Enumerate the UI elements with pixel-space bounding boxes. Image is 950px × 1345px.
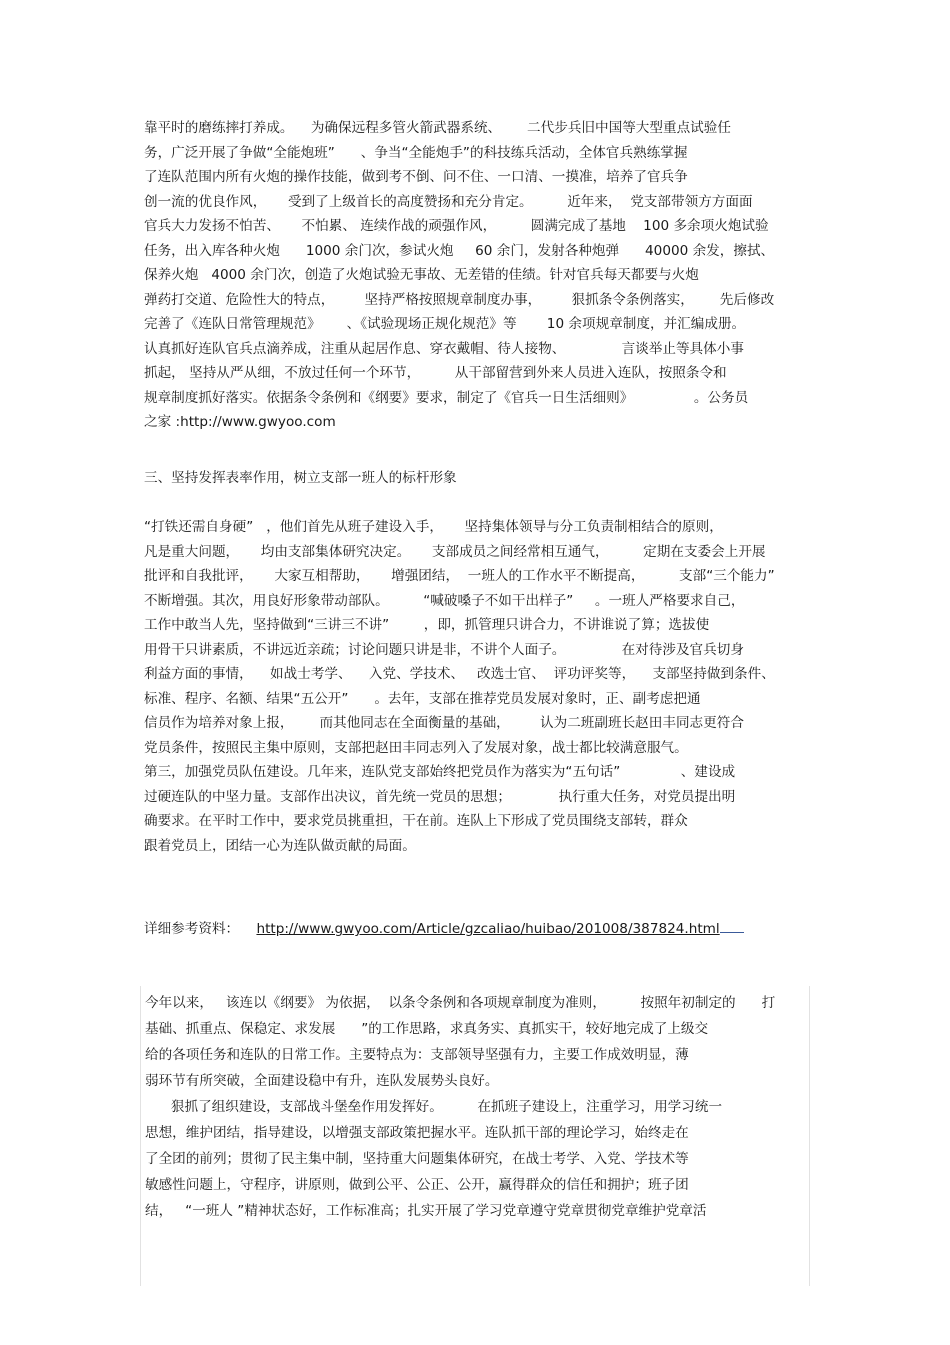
text-line: 思想，维护团结，指导建设，以增强支部政策把握水平。连队抓干部的理论学习，始终走在 [145,1125,689,1141]
boxed-excerpt [140,986,810,1286]
text-line: 批评和自我批评， 大家互相帮助， 增强团结， 一班人的工作水平不断提高， 支部“三个能力” [144,568,775,584]
link-underline [720,920,744,933]
text-line: 标准、程序、名额、结果“五公开” 。去年，支部在推荐党员发展对象时，正、副考虑把通 [144,690,701,707]
text-line: 弱环节有所突破，全面建设稳中有升，连队发展势头良好。 [145,1073,499,1089]
text-line: 基础、抓重点、保稳定、求发展 ”的工作思路，求真务实、真抓实干，较好地完成了上级交 [145,1021,709,1037]
paragraph-block-3 [145,990,809,1224]
text-line: 第三，加强党员队伍建设。几年来，连队党支部始终把党员作为落实为“五句话” 、建设成 [144,764,736,780]
text-line: 工作中敢当人先，坚持做到“三讲三不讲” ，即，抓管理只讲合力，不讲谁说了算；选拔使 [144,617,710,633]
text-line: 敏感性问题上，守程序，讲原则，做到公平、公正、公开，赢得群众的信任和拥护；班子团 [145,1177,689,1193]
text-line: 弹药打交道、危险性大的特点， 坚持严格按照规章制度办事， 狠抓条令条例落实， 先后修改 [144,291,775,308]
text-line: 靠平时的磨练摔打养成。 为确保远程多管火箭武器系统、 二代步兵旧中国等大型重点试验任 [144,120,731,136]
reference-line [144,917,744,941]
text-line: 结， “一班人 ”精神状态好，工作标准高；扎实开展了学习党章遵守党章贯彻党章维护党章活 [145,1203,707,1219]
text-line: 凡是重大问题， 均由支部集体研究决定。 支部成员之间经常相互通气， 定期在支委会上开展 [144,543,766,560]
text-line: 了全团的前列；贯彻了民主集中制，坚持重大问题集体研究，在战士考学、入党、学技术等 [145,1151,689,1167]
text-line: 今年以来， 该连以《纲要》 为依据， 以条令条例和各项规章制度为准则， 按照年初制定的 打 [145,995,776,1011]
text-line: 了连队范围内所有火炮的操作技能，做到考不倒、问不住、一口清、一摸准，培养了官兵争 [144,169,688,185]
text-line: 规章制度抓好落实。依据条令条例和《纲要》要求，制定了《官兵一日生活细则》 。公务员 [144,389,749,406]
text-line: 用骨干只讲素质，不讲远近亲疏；讨论问题只讲是非，不讲个人面子。 在对待涉及官兵切身 [144,641,744,658]
text-line: 过硬连队的中坚力量。支部作出决议，首先统一党员的思想； 执行重大任务，对党员提出明 [144,788,736,805]
text-line: 跟着党员上，团结一心为连队做贡献的局面。 [144,837,416,854]
text-line: 狠抓了组织建设，支部战斗堡垒作用发挥好。 在抓班子建设上，注重学习，用学习统一 [145,1099,723,1115]
text-line: 党员条件，按照民主集中原则，支部把赵田丰同志列入了发展对象，战士都比较满意服气。 [144,739,688,756]
reference-label: 详细参考资料： [144,921,240,937]
text-line: 保养火炮 4000 余门次，创造了火炮试验无事故、无差错的佳绩。针对官兵每天都要与火炮 [144,267,699,283]
text-line: 之家 :http://www.gwyoo.com [144,414,336,430]
text-line: 确要求。在平时工作中，要求党员挑重担，干在前。连队上下形成了党员围绕支部转，群众 [144,813,688,829]
text-line: 官兵大力发扬不怕苦、 不怕累、 连续作战的顽强作风， 圆满完成了基地 100 多余项火炮试验 [144,218,769,234]
text-line: 创一流的优良作风， 受到了上级首长的高度赞扬和充分肯定。 近年来， 党支部带领方方面面 [144,193,753,210]
text-line: “打铁还需自身硬” ，他们首先从班子建设入手， 坚持集体领导与分工负责制相结合的原则， [144,519,723,535]
reference-link[interactable]: http://www.gwyoo.com/Article/gzcaliao/huibao/201008/387824.html [256,921,720,937]
text-line: 任务，出入库各种火炮 1000 余门次，参试火炮 60 余门，发射各种炮弹 40000 余发，擦拭、 [144,242,775,259]
section-heading: 三、坚持发挥表率作用，树立支部一班人的标杆形象 [144,470,457,486]
text-line: 务，广泛开展了争做“全能炮班” 、争当“全能炮手”的科技练兵活动，全体官兵熟练掌握 [144,144,688,161]
text-line: 完善了《连队日常管理规范》 、《试验现场正规化规范》等 10 余项规章制度，并汇编成册。 [144,316,746,332]
text-line: 不断增强。其次，用良好形象带动部队。 “喊破嗓子不如干出样子” 。一班人严格要求自己， [144,592,745,609]
text-line: 抓起， 坚持从严从细，不放过任何一个环节， 从干部留营到外来人员进入连队，按照条令和 [144,365,727,381]
text-line: 给的各项任务和连队的日常工作。主要特点为：支部领导坚强有力，主要工作成效明显，薄 [145,1047,689,1063]
text-line: 认真抓好连队官兵点滴养成，注重从起居作息、穿衣戴帽、待人接物、 言谈举止等具体小事 [144,340,744,357]
paragraph-block-1 [144,116,814,435]
text-line: 利益方面的事情， 如战士考学、 入党、学技术、 改选士官、 评功评奖等， 支部坚持做到条件、 [144,666,775,682]
paragraph-block-2 [144,515,814,858]
text-line: 信员作为培养对象上报， 而其他同志在全面衡量的基础， 认为二班副班长赵田丰同志更符合 [144,715,744,731]
